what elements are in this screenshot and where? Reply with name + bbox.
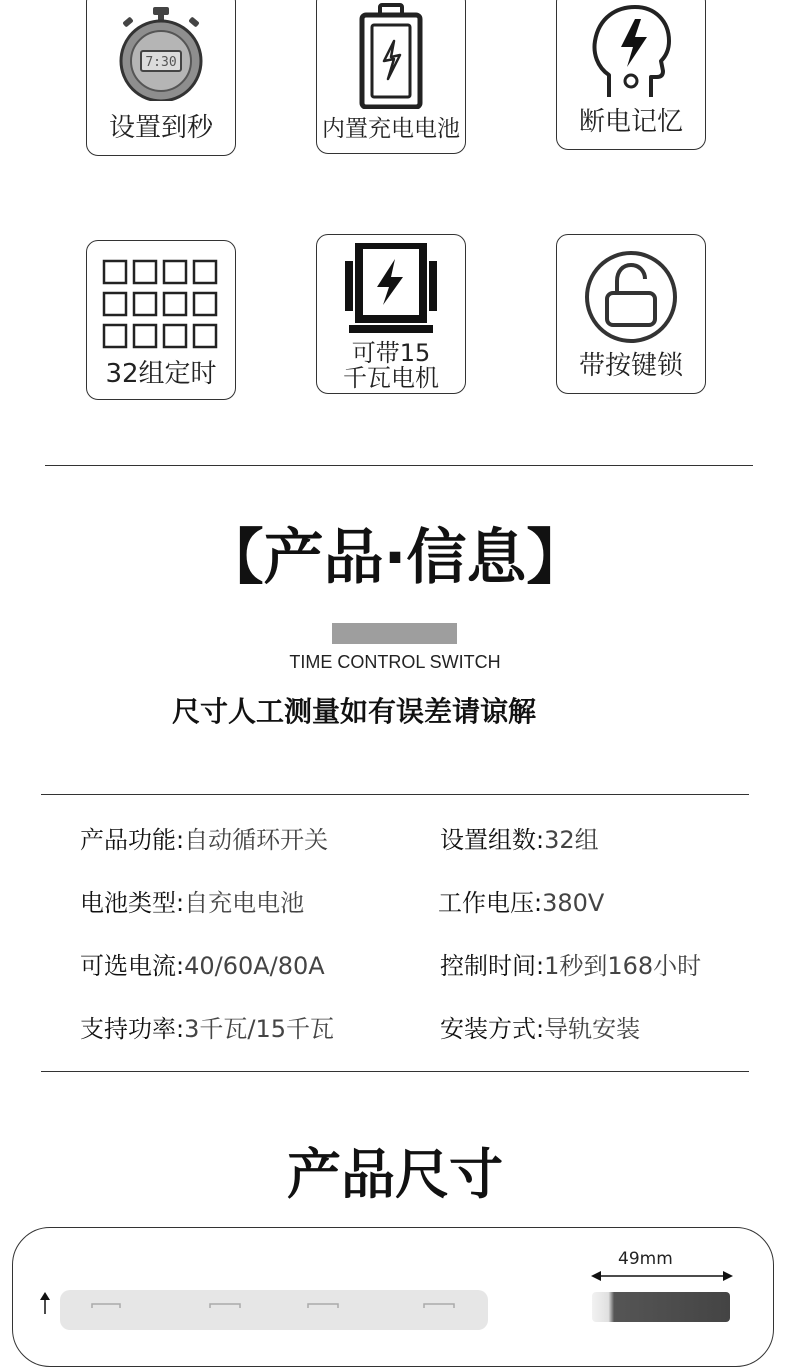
spec-value: 32组 (544, 826, 599, 854)
spec-item (80, 820, 328, 855)
spec-key: 控制时间: (440, 952, 545, 980)
spec-value: 1秒到168小时 (544, 952, 702, 980)
width-dimension-arrow (591, 1269, 733, 1283)
spec-value: 自充电电池 (184, 889, 305, 917)
feature-card-key-lock (556, 234, 706, 394)
feature-card-battery (316, 0, 466, 154)
feature-label-line2: 千瓦电机 (343, 364, 439, 392)
battery-icon (317, 3, 465, 109)
device-front-view (60, 1290, 488, 1330)
measurement-note: 尺寸人工测量如有误差请谅解 (172, 695, 537, 728)
spec-key: 支持功率: (80, 1015, 185, 1043)
spec-value: 3千瓦/15千瓦 (184, 1015, 334, 1043)
accent-bar (332, 623, 457, 644)
spec-item (440, 820, 599, 855)
spec-item (438, 883, 604, 918)
subtitle-english: TIME CONTROL SWITCH (289, 652, 501, 672)
spec-table-bottom-border (41, 1071, 749, 1072)
spec-key: 可选电流: (80, 952, 185, 980)
spec-value: 自动循环开关 (184, 826, 329, 854)
spec-item (80, 883, 304, 918)
width-dimension-label: 49mm (618, 1249, 673, 1269)
spec-item (80, 946, 325, 981)
spec-value: 40/60A/80A (184, 952, 325, 980)
feature-label: 设置到秒 (108, 113, 213, 143)
feature-card-32-groups (86, 240, 236, 400)
spec-key: 设置组数: (440, 826, 545, 854)
bracket-left: 【 (203, 523, 264, 593)
feature-label: 内置充电电池 (322, 116, 460, 142)
spec-value: 380V (542, 889, 605, 917)
feature-card-memory (556, 0, 706, 150)
feature-label-line1: 可带15 (351, 339, 431, 367)
spec-table-top-border (41, 794, 749, 795)
device-side-view (592, 1292, 730, 1322)
spec-key: 工作电压: (438, 889, 543, 917)
feature-label: 断电记忆 (578, 107, 683, 137)
bracket-right: 】 (526, 523, 587, 593)
feature-card-seconds (86, 0, 236, 156)
spec-key: 产品功能: (80, 826, 185, 854)
heading-text: 产品·信息 (263, 523, 527, 593)
motor-icon (317, 243, 465, 335)
size-heading: 产品尺寸 (287, 1143, 503, 1206)
spec-key: 电池类型: (80, 889, 185, 917)
spec-item (440, 1009, 640, 1044)
spec-key: 安装方式: (440, 1015, 545, 1043)
divider (45, 465, 753, 466)
spec-item (440, 946, 701, 981)
feature-label: 32组定时 (105, 359, 217, 389)
clock-readout: 7:30 (145, 55, 177, 70)
spec-value: 导轨安装 (544, 1015, 641, 1043)
product-info-heading (0, 510, 790, 596)
head-lightning-icon (557, 1, 705, 99)
feature-label: 带按键锁 (578, 351, 683, 381)
spec-item (80, 1009, 334, 1044)
height-arrow (39, 1290, 51, 1314)
unlock-icon (557, 249, 705, 345)
feature-card-motor (316, 234, 466, 394)
grid-icon (87, 259, 235, 349)
stopwatch-icon (87, 5, 235, 101)
